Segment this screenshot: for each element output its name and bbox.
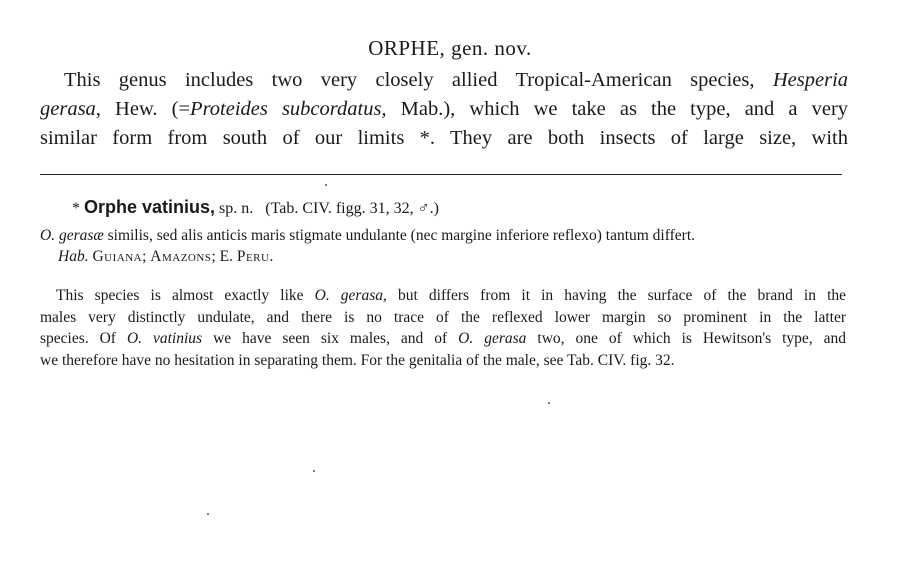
text-run: two, one of which is Hewitson's type, and [537,330,847,347]
genus-heading [0,36,900,61]
print-speck [325,184,327,186]
genus-name: ORPHE, [368,36,446,60]
italic-taxon: Proteides subcordatus, [190,98,387,120]
print-speck [548,402,550,404]
text-run: we have seen six males, and of [213,330,448,347]
species-name: Orphe vatinius, [84,197,216,217]
italic-taxon: gerasa, [40,98,101,120]
italic-taxon: O. vatinius [126,330,203,347]
locality-prefix: E. [219,248,233,265]
genus-description-paragraph [40,66,848,153]
separator: ; [142,248,147,265]
text-run: species. Of [40,330,116,347]
plate-reference: (Tab. CIV. figg. 31, 32, [265,200,414,217]
hab-label: Hab. [58,248,89,265]
plate-reference-end: .) [429,200,439,217]
locality: Amazons [150,248,212,265]
italic-taxon: O. gerasæ [40,227,104,244]
footnote-marker: * [72,200,80,217]
genus-status: gen. nov. [451,36,532,60]
italic-taxon: Hesperia [772,69,849,91]
paragraph-line [40,95,848,124]
footnote-heading [72,197,439,218]
locality: Guiana [92,248,143,265]
text-run: Mab.), which we take as the type, and a very [400,98,849,120]
text-run: but differs from it in having the surface of the brand in the [397,287,847,304]
separator: . [269,248,274,265]
paragraph-line [40,328,846,350]
paragraph-line: males very distinctly undulate, and there is no trace of the reflexed lower margin so prominent in the latter [40,308,846,326]
separator: ; [211,248,216,265]
habitat-line [58,248,273,266]
male-symbol-icon: ♂ [417,200,430,217]
paragraph-line: similar form from south of our limits *. They are both insects of large size, with [40,127,848,149]
species-status: sp. n. [219,200,254,217]
species-note-paragraph [40,285,846,371]
paragraph-line [40,66,848,95]
latin-diagnosis [40,227,695,245]
paragraph-line [40,285,846,307]
text-run: This species is almost exactly like [56,287,304,304]
print-speck [207,513,209,515]
print-speck [313,470,315,472]
italic-taxon: O. gerasa [458,330,527,347]
locality: Peru [236,248,270,265]
text-run: Hew. (= [115,98,191,120]
diagnosis-text: similis, sed alis anticis maris stigmate undulante (nec margine inferiore reflexo) tantum differt. [107,227,696,244]
text-run: This genus includes two very closely allied Tropical-American species, [64,69,755,91]
italic-taxon: O. gerasa, [314,287,387,304]
footnote-divider [40,174,842,175]
paragraph-line: we therefore have no hesitation in separating them. For the genitalia of the male, see Tab. CIV. fig. 32. [40,351,675,369]
